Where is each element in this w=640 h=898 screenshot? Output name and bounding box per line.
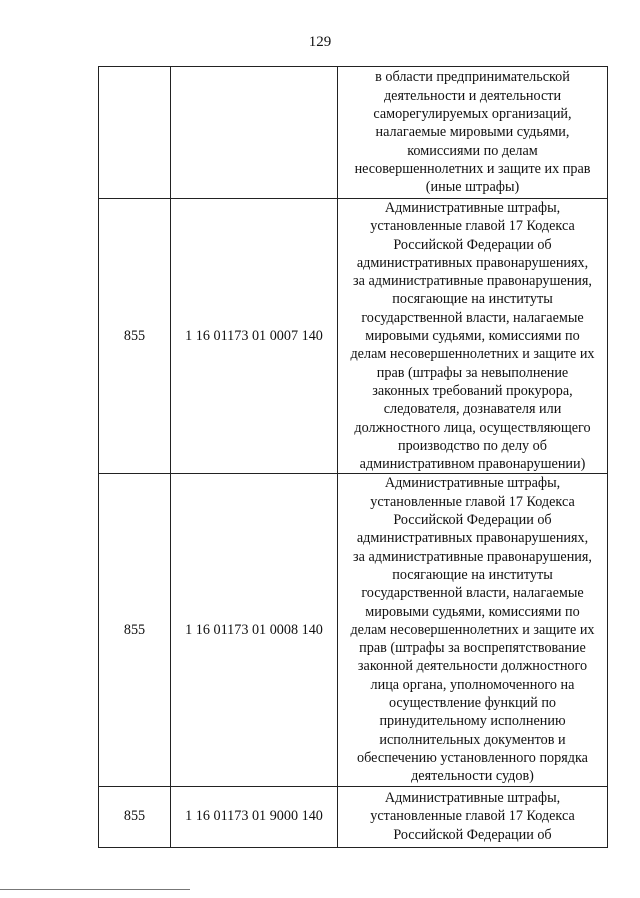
revenue-name-line: должностного лица, осуществляющего: [354, 419, 591, 436]
page-number: 129: [308, 34, 332, 50]
revenue-name-line: следователя, дознавателя или: [383, 401, 562, 418]
revenue-name-cell: [338, 199, 608, 474]
revenue-name-line: Российской Федерации об: [393, 236, 552, 253]
revenue-name-line: законных требований прокурора,: [372, 382, 573, 399]
revenue-name-line: обеспечению установленного порядка: [357, 749, 588, 766]
table-row: [99, 199, 608, 474]
revenue-name-line: государственной власти, налагаемые: [361, 585, 584, 602]
budget-code-cell: 1 16 01173 01 0008 140: [171, 474, 338, 786]
revenue-name-line: Российской Федерации об: [393, 826, 552, 843]
admin-code-cell: 855: [99, 786, 171, 847]
table-row: [99, 474, 608, 786]
revenue-name-line: административных правонарушениях,: [356, 530, 589, 547]
admin-code-cell: [99, 67, 171, 199]
revenue-name-line: производство по делу об: [397, 437, 547, 454]
revenue-name-line: прав (штрафы за воспрепятствование: [359, 640, 586, 657]
revenue-name-line: посягающие на институты: [392, 566, 553, 583]
revenue-name-line: установленные главой 17 Кодекса: [370, 218, 575, 235]
revenue-name-line: саморегулируемых организаций,: [373, 106, 572, 123]
revenue-name-line: исполнительных документов и: [379, 731, 566, 748]
revenue-name-cell: [338, 786, 608, 847]
table-row: [99, 786, 608, 847]
revenue-name-line: Административные штрафы,: [384, 475, 561, 492]
revenue-name-line: (иные штрафы): [425, 179, 520, 196]
revenue-name-line: Административные штрафы,: [384, 200, 561, 216]
revenue-name-line: делам несовершеннолетних и защите их: [350, 621, 595, 638]
revenue-name-line: осуществление функций по: [388, 695, 557, 712]
revenue-name-line: административном правонарушении): [359, 456, 586, 473]
budget-code-cell: [171, 67, 338, 199]
revenue-name-line: мировыми судьями, комиссиями по: [365, 328, 580, 345]
table-row: [99, 67, 608, 199]
revenue-name-line: государственной власти, налагаемые: [361, 309, 584, 326]
revenue-name-line: налагаемые мировыми судьями,: [375, 124, 570, 141]
admin-code-cell: 855: [99, 474, 171, 786]
revenue-name-line: законной деятельности должностного: [357, 658, 588, 675]
revenue-name-line: посягающие на институты: [392, 291, 553, 308]
revenue-name-line: несовершеннолетних и защите их прав: [354, 160, 591, 177]
revenue-name-line: комиссиями по делам: [407, 142, 538, 159]
revenue-name-line: установленные главой 17 Кодекса: [370, 808, 575, 825]
revenue-name-line: в области предпринимательской: [375, 69, 570, 86]
budget-code-cell: 1 16 01173 01 9000 140: [171, 786, 338, 847]
revenue-name-line: принудительному исполнению: [379, 713, 566, 730]
revenue-name-line: установленные главой 17 Кодекса: [370, 493, 575, 510]
revenue-name-line: за административные правонарушения,: [353, 548, 592, 565]
admin-code-cell: 855: [99, 199, 171, 474]
revenue-name-cell: [338, 67, 608, 199]
revenue-name-line: лица органа, уполномоченного на: [370, 676, 575, 693]
revenue-name-line: прав (штрафы за невыполнение: [376, 364, 569, 381]
budget-classification-table: [98, 66, 608, 848]
revenue-name-line: деятельности и деятельности: [383, 87, 562, 104]
revenue-name-cell: [338, 474, 608, 786]
page-bottom-rule: [0, 889, 190, 890]
revenue-name-line: Административные штрафы,: [384, 790, 561, 807]
revenue-name-line: мировыми судьями, комиссиями по: [365, 603, 580, 620]
budget-code-cell: 1 16 01173 01 0007 140: [171, 199, 338, 474]
revenue-name-line: Российской Федерации об: [393, 512, 552, 529]
revenue-name-line: административных правонарушениях,: [356, 254, 589, 271]
revenue-name-line: за административные правонарушения,: [353, 273, 592, 290]
revenue-name-line: делам несовершеннолетних и защите их: [350, 346, 595, 363]
revenue-name-line: деятельности судов): [411, 768, 534, 785]
